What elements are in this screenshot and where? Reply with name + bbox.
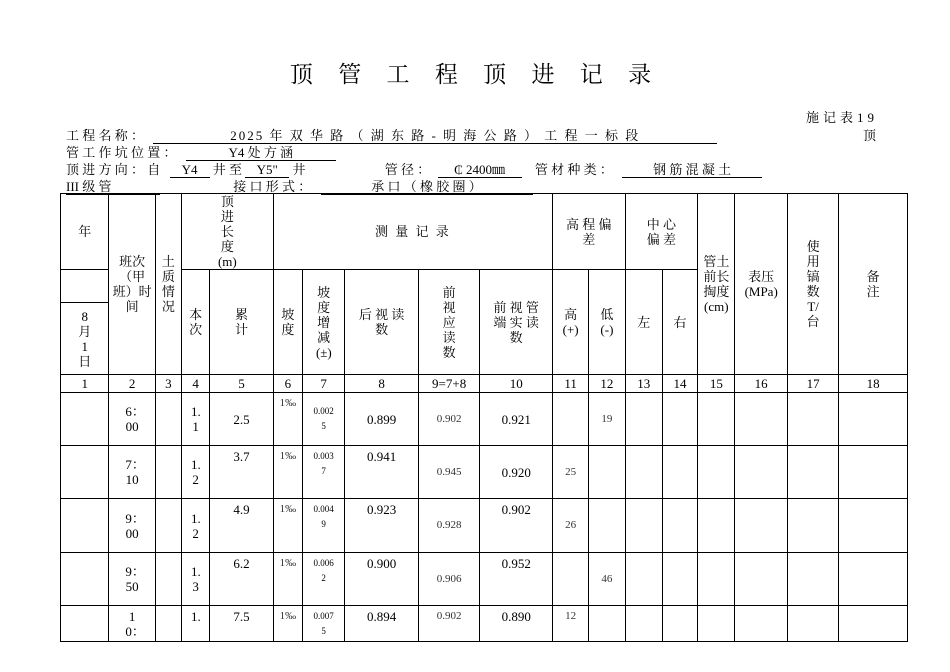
- col-number: 4: [181, 375, 209, 393]
- col-number: 7: [302, 375, 344, 393]
- grade-value: III 级 管: [66, 180, 160, 195]
- pressure-cell: [735, 606, 787, 642]
- high-cell: 26: [553, 499, 589, 553]
- high-cell: 25: [553, 446, 589, 499]
- date-cell: [61, 553, 109, 606]
- remarks-cell: [839, 499, 908, 553]
- left-cell: [625, 606, 662, 642]
- cumulative-cell: 7.5: [210, 606, 274, 642]
- time-cell: 6：00: [109, 393, 155, 446]
- jacks-cell: [787, 553, 838, 606]
- date-header: 8月1日: [61, 303, 109, 375]
- col-number: 16: [735, 375, 787, 393]
- diameter-label: 管 径 ：: [384, 162, 431, 177]
- pressure-cell: [735, 553, 787, 606]
- low-cell: [589, 499, 625, 553]
- col-number: 12: [589, 375, 625, 393]
- date-cell: [61, 446, 109, 499]
- slope-change-cell: 0.0037: [302, 446, 344, 499]
- left-cell: [625, 499, 662, 553]
- right-cell: [662, 446, 697, 499]
- low-cell: 19: [589, 393, 625, 446]
- fore-actual-cell: 0.902: [480, 499, 553, 553]
- slope-cell: 1‰: [273, 606, 302, 642]
- project-label: 工 程 名 称 ：: [66, 128, 145, 143]
- slope-change-cell: 0.0075: [302, 606, 344, 642]
- remarks-header: 备注: [839, 194, 908, 375]
- back-sight-cell: 0.941: [345, 446, 419, 499]
- low-cell: [589, 446, 625, 499]
- col-number: 2: [109, 375, 155, 393]
- data-rows: [61, 393, 908, 642]
- pit-label: 管 工 作 坑 位 置 ：: [66, 145, 177, 160]
- remarks-cell: [839, 393, 908, 446]
- survey-header: 测 量 记 录: [273, 194, 552, 270]
- soil-header: 土质情况: [155, 194, 181, 375]
- slope-change-cell: 0.0049: [302, 499, 344, 553]
- direction-end: 井: [292, 162, 306, 177]
- high-cell: [553, 393, 589, 446]
- table-row: [61, 553, 908, 606]
- left-cell: [625, 393, 662, 446]
- pit-value: Y4 处 方 涵: [186, 146, 336, 161]
- fore-actual-header: 前 视 管 端 实 读 数: [480, 270, 553, 375]
- jacks-cell: [787, 499, 838, 553]
- soil-cell: [155, 606, 181, 642]
- right-cell: [662, 553, 697, 606]
- col-number: 3: [155, 375, 181, 393]
- jacks-cell: [787, 393, 838, 446]
- fore-actual-cell: 0.920: [480, 446, 553, 499]
- fore-should-cell: 0.902: [418, 606, 480, 642]
- slope-cell: 1‰: [273, 499, 302, 553]
- center-deviation-header: 中 心 偏 差: [625, 194, 698, 270]
- time-cell: 7：10: [109, 446, 155, 499]
- table-row: [61, 499, 908, 553]
- year-blank-cell: [61, 270, 109, 303]
- gauge-pressure-header: 表压(MPa): [735, 194, 787, 375]
- fore-should-header: 前视应读数: [418, 270, 480, 375]
- col-number: 18: [839, 375, 908, 393]
- this-time-header: 本次: [181, 270, 209, 375]
- right-cell: [662, 606, 697, 642]
- left-header: 左: [625, 270, 662, 375]
- this-length-cell: 1.1: [181, 393, 209, 446]
- this-length-cell: 1.: [181, 606, 209, 642]
- col-number: 17: [787, 375, 838, 393]
- col-number: 11: [553, 375, 589, 393]
- high-cell: [553, 553, 589, 606]
- remarks-cell: [839, 446, 908, 499]
- col-number: 1: [61, 375, 109, 393]
- left-cell: [625, 446, 662, 499]
- soil-cell: [155, 499, 181, 553]
- form-number: 施记表19: [805, 110, 878, 125]
- advance-length-header: 顶 进 长 度 (m): [181, 194, 273, 270]
- col-number: 13: [625, 375, 662, 393]
- cumulative-cell: 4.9: [210, 499, 274, 553]
- column-number-row: [61, 375, 908, 393]
- time-cell: 9：50: [109, 553, 155, 606]
- right-header: 右: [662, 270, 697, 375]
- remarks-cell: [839, 606, 908, 642]
- fore-should-cell: 0.902: [418, 393, 480, 446]
- date-cell: [61, 393, 109, 446]
- remarks-cell: [839, 553, 908, 606]
- slope-change-cell: 0.0062: [302, 553, 344, 606]
- direction-from: Y4: [170, 163, 210, 178]
- table-row: [61, 446, 908, 499]
- low-header: 低(-): [589, 270, 625, 375]
- fore-actual-cell: 0.952: [480, 553, 553, 606]
- back-sight-cell: 0.923: [345, 499, 419, 553]
- col-number: 14: [662, 375, 697, 393]
- col-number: 5: [210, 375, 274, 393]
- col-number: 15: [698, 375, 735, 393]
- excavation-cell: [698, 499, 735, 553]
- col-number: 6: [273, 375, 302, 393]
- direction-label: 顶 进 方 向 ： 自: [66, 162, 161, 177]
- col-number: 10: [480, 375, 553, 393]
- pressure-cell: [735, 499, 787, 553]
- back-sight-cell: 0.894: [345, 606, 419, 642]
- cumulative-header: 累计: [210, 270, 274, 375]
- right-cell: [662, 499, 697, 553]
- this-length-cell: 1.3: [181, 553, 209, 606]
- jacks-used-header: 使用镐数T/台: [787, 194, 838, 375]
- left-cell: [625, 553, 662, 606]
- jacks-cell: [787, 606, 838, 642]
- joint-label: 接 口 形 式 ：: [233, 179, 312, 194]
- soil-cell: [155, 446, 181, 499]
- table-row: [61, 606, 908, 642]
- material-value: 钢 筋 混 凝 土: [622, 163, 762, 178]
- excavation-cell: [698, 606, 735, 642]
- slope-change-header: 坡度增减(±): [302, 270, 344, 375]
- slope-change-cell: 0.0025: [302, 393, 344, 446]
- direction-to: Y5": [245, 163, 289, 178]
- direction-mid: 井 至: [212, 162, 243, 177]
- material-label: 管 材 种 类 ：: [534, 162, 613, 177]
- slope-cell: 1‰: [273, 553, 302, 606]
- slope-header: 坡度: [273, 270, 302, 375]
- year-header: 年: [61, 194, 109, 270]
- slope-cell: 1‰: [273, 446, 302, 499]
- cumulative-cell: 6.2: [210, 553, 274, 606]
- pressure-cell: [735, 446, 787, 499]
- col-number: 8: [345, 375, 419, 393]
- cumulative-cell: 3.7: [210, 446, 274, 499]
- high-header: 高(+): [553, 270, 589, 375]
- date-cell: [61, 606, 109, 642]
- fore-actual-cell: 0.921: [480, 393, 553, 446]
- soil-cell: [155, 553, 181, 606]
- soil-cell: [155, 393, 181, 446]
- time-cell: 9：00: [109, 499, 155, 553]
- shift-time-header: 班次（甲班）时间: [109, 194, 155, 375]
- joint-value: 承 口 （ 橡 胶 圈 ）: [321, 180, 533, 195]
- excavation-cell: [698, 446, 735, 499]
- cumulative-cell: 2.5: [210, 393, 274, 446]
- fore-actual-cell: 0.890: [480, 606, 553, 642]
- col-number: 9=7+8: [418, 375, 480, 393]
- high-cell: 12: [553, 606, 589, 642]
- fore-should-cell: 0.928: [418, 499, 480, 553]
- slope-cell: 1‰: [273, 393, 302, 446]
- low-cell: [589, 606, 625, 642]
- diameter-value: ₵ 2400㎜: [438, 163, 522, 178]
- fore-should-cell: 0.906: [418, 553, 480, 606]
- header-row-1: [61, 194, 908, 270]
- elevation-deviation-header: 高 程 偏 差: [553, 194, 626, 270]
- table-row: [61, 393, 908, 446]
- page-title: 顶 管 工 程 顶 进 记 录: [289, 62, 661, 88]
- jacks-cell: [787, 446, 838, 499]
- back-sight-cell: 0.899: [345, 393, 419, 446]
- right-cell: [662, 393, 697, 446]
- soil-excavation-header: 管土前长掏度(cm): [698, 194, 735, 375]
- low-cell: 46: [589, 553, 625, 606]
- back-sight-cell: 0.900: [345, 553, 419, 606]
- excavation-cell: [698, 393, 735, 446]
- this-length-cell: 1.2: [181, 499, 209, 553]
- time-cell: 10：: [109, 606, 155, 642]
- back-sight-header: 后 视 读 数: [345, 270, 419, 375]
- jacking-log-table: [60, 193, 908, 642]
- pressure-cell: [735, 393, 787, 446]
- this-length-cell: 1.2: [181, 446, 209, 499]
- project-suffix: 顶: [862, 128, 876, 143]
- project-name: 2025 年 双 华 路 （ 湖 东 路 - 明 海 公 路 ） 工 程 一 标 段: [153, 129, 717, 144]
- excavation-cell: [698, 553, 735, 606]
- date-cell: [61, 499, 109, 553]
- fore-should-cell: 0.945: [418, 446, 480, 499]
